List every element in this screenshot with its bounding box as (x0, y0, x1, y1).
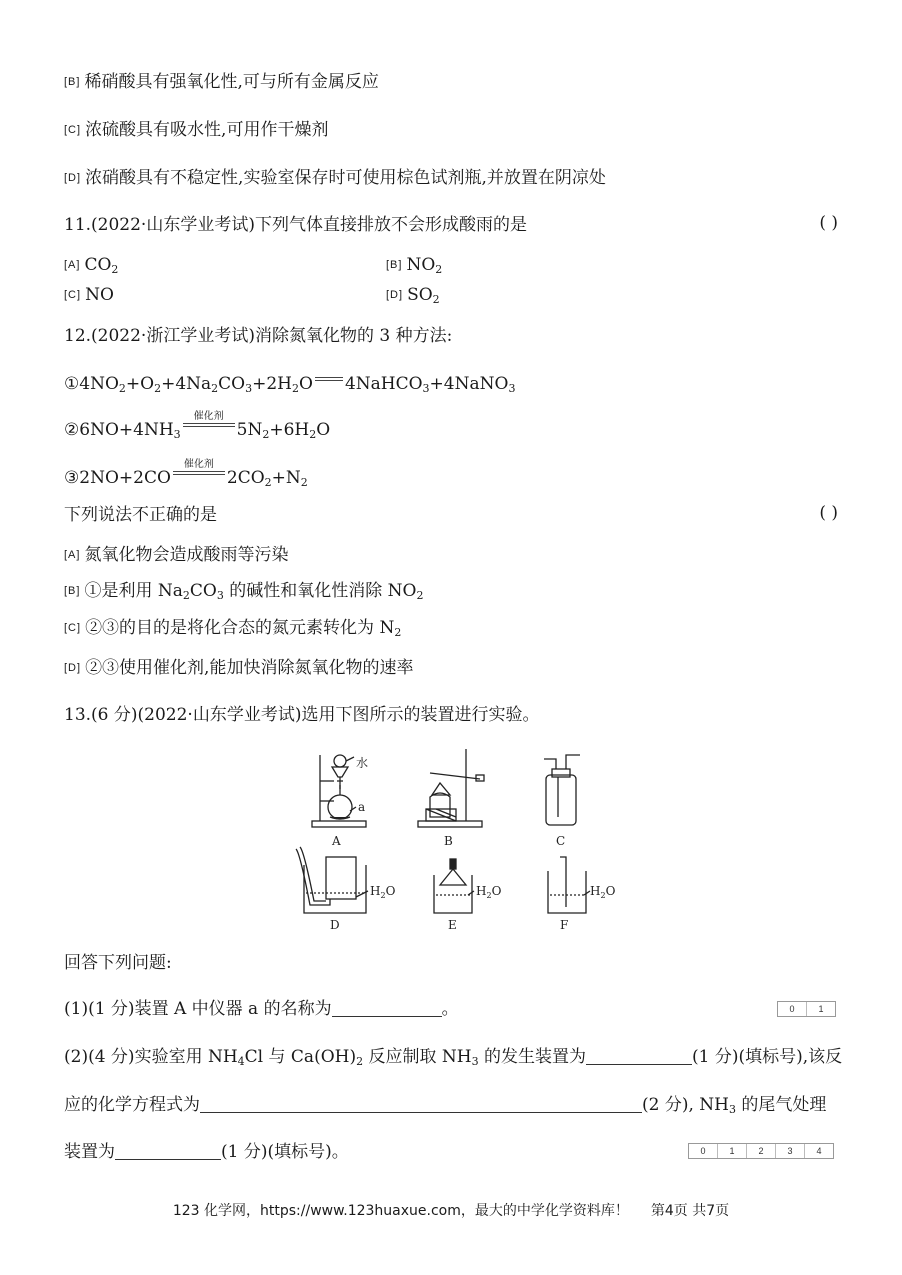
score-box-1 (777, 1001, 836, 1017)
q13-part-2-line-2 (64, 1093, 826, 1122)
eq-sub: 3 (216, 589, 224, 602)
q13-stem: 13.(6 分)(2022·山东学业考试)选用下图所示的装置进行实验。 (64, 705, 540, 725)
option-tag: [B] (386, 259, 403, 271)
h2o-sub: 2 (486, 891, 492, 900)
option-text: 浓硝酸具有不稳定性,实验室保存时可使用棕色试剂瓶,并放置在阴凉处 (85, 168, 606, 188)
q13-part-2-line-1 (64, 1045, 842, 1074)
formula-sub: 3 (471, 1055, 479, 1068)
option-tag: [C] (64, 289, 82, 301)
eq-sub: 2 (264, 476, 272, 489)
apparatus-c (544, 755, 580, 825)
eq-sub: 2 (309, 428, 317, 441)
h2o-label-d (370, 884, 396, 900)
h2o-h: H (370, 884, 381, 898)
part-text: (1 分)(填标号),该反 (692, 1047, 843, 1067)
h2o-o: O (605, 884, 616, 898)
formula-sub: 2 (356, 1055, 364, 1068)
score-cell[interactable]: 4 (804, 1144, 833, 1158)
equals-sign (313, 369, 345, 389)
eq-sub: 2 (154, 382, 162, 395)
option-tag: [D] (64, 662, 82, 674)
label-a: A (332, 834, 341, 848)
q12-option-b (64, 579, 423, 608)
option-tag: [A] (64, 549, 81, 561)
eq-part: O (316, 420, 331, 440)
eq-sub: 2 (300, 476, 308, 489)
eq-sub: 2 (182, 589, 190, 602)
eq-part: 2CO (226, 468, 265, 488)
q12-answer-paren: ( ) (819, 503, 838, 523)
formula-sub: 4 (237, 1055, 245, 1068)
eq-sub: 3 (245, 382, 253, 395)
q12-option-d (64, 656, 413, 680)
q12-stem: 12.(2022·浙江学业考试)消除氮氧化物的 3 种方法: (64, 326, 453, 346)
q12-question: 下列说法不正确的是 (64, 505, 217, 525)
answer-intro: 回答下列问题: (64, 953, 172, 973)
score-box-2 (688, 1143, 834, 1159)
q11-option-c (64, 285, 114, 305)
equation-number: ③ (64, 468, 80, 488)
h2o-h: H (590, 884, 601, 898)
answer-blank-3[interactable] (200, 1094, 642, 1113)
water-label: 水 (356, 756, 369, 770)
q12-equation-1 (64, 369, 515, 401)
option-tag: [D] (386, 289, 404, 301)
label-c: C (556, 834, 566, 848)
h2o-sub: 2 (380, 891, 386, 900)
part-text: 应的化学方程式为 (64, 1095, 200, 1115)
h2o-o: O (385, 884, 396, 898)
option-text: 稀硝酸具有强氧化性,可与所有金属反应 (84, 72, 379, 92)
part-text: 的发生装置为 (478, 1047, 587, 1067)
part-text: 。 (441, 999, 459, 1019)
part-text: (2 分), NH (642, 1095, 729, 1115)
formula: NO (85, 285, 114, 305)
answer-blank-4[interactable] (115, 1141, 221, 1160)
q11-options-row-2 (64, 285, 838, 309)
answer-blank-1[interactable] (332, 998, 442, 1017)
q12-equation-2 (64, 411, 331, 447)
eq-sub: 3 (422, 382, 430, 395)
eq-part: 5N (236, 420, 263, 440)
label-f: F (560, 918, 569, 932)
apparatus-d (296, 847, 368, 913)
catalyst-label: 催化剂 (193, 411, 224, 422)
h2o-label-f (590, 884, 616, 900)
option-tag: [C] (64, 622, 82, 634)
eq-part: +N (271, 468, 301, 488)
apparatus-e (434, 859, 474, 913)
q11-stem: 11.(2022·山东学业考试)下列气体直接排放不会形成酸雨的是 (64, 215, 527, 235)
option-tag: [A] (64, 259, 81, 271)
page-number: 第4页 共7页 (650, 1203, 730, 1219)
option-text: ②③的目的是将化合态的氮元素转化为 N (85, 618, 395, 638)
eq-sub: 2 (118, 382, 126, 395)
catalyst-condition (181, 411, 237, 435)
eq-part: CO (218, 374, 246, 394)
q11-option-b (386, 255, 442, 276)
score-cell[interactable]: 1 (806, 1002, 835, 1016)
q12-option-c (64, 616, 401, 645)
eq-sub: 2 (292, 382, 299, 395)
option-text: 浓硫酸具有吸水性,可用作干燥剂 (85, 120, 329, 140)
q13-part-2-line-3 (64, 1140, 349, 1164)
part-text: Cl 与 Ca(OH) (244, 1047, 357, 1067)
h2o-sub: 2 (600, 891, 606, 900)
score-cell[interactable]: 2 (746, 1144, 775, 1158)
eq-part: +2H (252, 374, 292, 394)
label-b: B (444, 834, 453, 848)
q11-options-row-1 (64, 255, 838, 279)
eq-part: O (299, 374, 313, 394)
apparatus-b (418, 749, 484, 827)
page-footer (0, 1200, 902, 1220)
part-text: (1 分)(填标号)。 (221, 1142, 349, 1162)
q13-part-1 (64, 997, 459, 1021)
part-text: 装置为 (64, 1142, 115, 1162)
equation-number: ① (64, 374, 80, 394)
formula: SO (407, 285, 433, 305)
eq-sub: 2 (394, 626, 402, 639)
q10-option-b (64, 70, 379, 94)
instrument-a-label: a (358, 800, 366, 814)
q10-option-c (64, 118, 328, 142)
q12-equation-3 (64, 459, 308, 495)
score-cell[interactable]: 1 (717, 1144, 746, 1158)
part-text: (1)(1 分)装置 A 中仪器 a 的名称为 (64, 999, 332, 1019)
eq-sub: 3 (173, 428, 181, 441)
eq-part: 4NaHCO (344, 374, 423, 394)
option-text: CO (189, 581, 217, 601)
formula-sub: 2 (111, 263, 119, 276)
eq-sub: 3 (508, 382, 516, 395)
equation-number: ② (64, 420, 80, 440)
catalyst-condition (171, 459, 227, 483)
option-text: ①是利用 Na (84, 581, 183, 601)
h2o-label-e (476, 884, 502, 900)
eq-part: +4NaNO (429, 374, 509, 394)
option-tag: [D] (64, 172, 82, 184)
eq-sub: 2 (211, 382, 219, 395)
option-text: ②③使用催化剂,能加快消除氮氧化物的速率 (85, 658, 414, 678)
eq-part: 4NO (79, 374, 119, 394)
formula-sub: 2 (432, 293, 440, 306)
option-text: 的碱性和氧化性消除 NO (223, 581, 417, 601)
h2o-o: O (491, 884, 502, 898)
q11-option-a (64, 255, 118, 276)
option-tag: [B] (64, 76, 81, 88)
part-text: 的尾气处理 (736, 1095, 827, 1115)
eq-part: +6H (269, 420, 310, 440)
option-tag: [C] (64, 124, 82, 136)
formula-sub: 2 (435, 263, 443, 276)
apparatus-f (548, 857, 590, 913)
catalyst-label: 催化剂 (183, 459, 214, 470)
eq-sub: 2 (262, 428, 270, 441)
label-e: E (448, 918, 457, 932)
formula: CO (84, 255, 112, 275)
eq-part: 2NO+2CO (79, 468, 171, 488)
q11-option-d (386, 285, 440, 306)
eq-part: +O (125, 374, 155, 394)
part-text: (2)(4 分)实验室用 NH (64, 1047, 238, 1067)
h2o-h: H (476, 884, 487, 898)
formula: NO (406, 255, 436, 275)
eq-part: 6NO+4NH (79, 420, 174, 440)
part-text: 反应制取 NH (363, 1047, 472, 1067)
q10-option-d (64, 166, 606, 190)
score-cell[interactable]: 3 (775, 1144, 804, 1158)
apparatus-figure (290, 745, 620, 935)
score-cell[interactable]: 0 (700, 1146, 706, 1156)
formula-sub: 3 (729, 1103, 736, 1116)
label-d: D (330, 918, 340, 932)
q11-answer-paren: ( ) (819, 213, 838, 233)
footer-site-text: 123 化学网，https://www.123huaxue.com，最大的中学化学资料库！ (172, 1203, 629, 1219)
eq-sub: 2 (416, 589, 424, 602)
option-text: 氮氧化物会造成酸雨等污染 (84, 545, 289, 565)
eq-part: +4Na (161, 374, 212, 394)
answer-blank-2[interactable] (586, 1046, 692, 1065)
option-tag: [B] (64, 585, 81, 597)
q12-option-a (64, 543, 288, 567)
score-cell[interactable]: 0 (789, 1004, 795, 1014)
